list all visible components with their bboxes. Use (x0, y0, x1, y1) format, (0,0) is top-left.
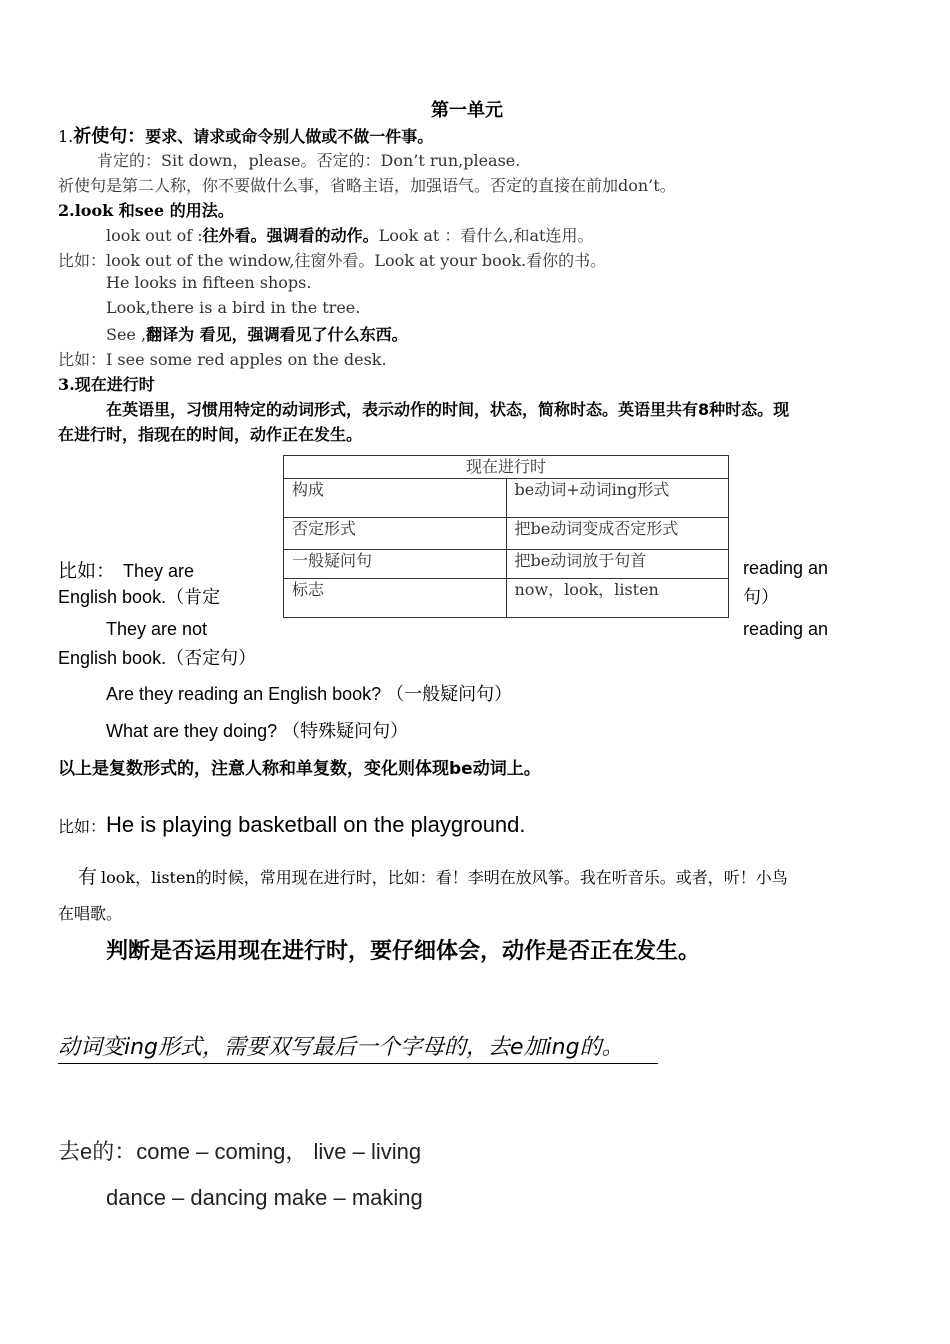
example-1-start (58, 556, 194, 583)
present-continuous-table (283, 455, 729, 618)
example-2-end: reading an (743, 619, 829, 639)
example-he-sentence: He is playing basketball on the playground. (106, 812, 526, 837)
see-term: See , (106, 325, 147, 344)
table-row-value: be动词+动词ing形式 (506, 479, 729, 518)
table-row-value: 把be动词变成否定形式 (506, 518, 729, 550)
page-title: 第一单元 (431, 100, 503, 121)
ing-rule: 动词变ing形式，需要双写最后一个字母的，去e加ing的。 (58, 1033, 658, 1064)
example-1-subject: They are (123, 561, 195, 581)
section-1-heading (58, 122, 433, 148)
example-look-bird: Look,there is a bird in the tree. (106, 298, 361, 317)
example-1-end: reading an (743, 558, 829, 578)
example-he-label: 比如： (58, 817, 107, 836)
look-at-meaning: Look at ：看什么,和at连用。 (378, 226, 594, 245)
see-meaning: 翻译为 看见，强调看见了什么东西。 (146, 325, 408, 344)
look-listen-text-2: 在唱歌。 (58, 904, 123, 923)
section-2-heading: 2.look 和see 的用法。 (58, 201, 234, 220)
look-listen-text: look，listen的时候，常用现在进行时，比如：看！李明在放风筝。我在听音乐。或者，听！小鸟 (101, 868, 788, 887)
look-out-of-term: look out of : (106, 226, 203, 245)
example-2-continuation: English book.（否定句） (58, 648, 257, 668)
section-1-examples: 肯定的：Sit down，please。否定的：Don’t run,please. (97, 151, 521, 170)
section-3-heading: 3.现在进行时 (58, 375, 155, 394)
example-1-tail: 句） (743, 587, 779, 607)
judgement-note: 判断是否运用现在进行时，要仔细体会，动作是否正在发生。 (106, 939, 701, 964)
section-3-paragraph-1: 在英语里，习惯用特定的动词形式，表示动作的时间，状态，简称时态。英语里共有8种时态。现 (106, 400, 790, 419)
example-1-label: 比如： (58, 560, 116, 582)
example-see-apples: 比如：I see some red apples on the desk. (58, 350, 387, 369)
section-1-note: 祈使句是第二人称，你不要做什么事，省略主语，加强语气。否定的直接在前加don’t。 (58, 176, 676, 195)
example-he-playing (58, 812, 526, 838)
drop-e-line-1: 去e的：come – coming， live – living (58, 1139, 422, 1164)
example-4-special-question: What are they doing? （特殊疑问句） (106, 721, 409, 741)
look-listen-note (78, 862, 788, 889)
table-row-label: 标志 (284, 579, 507, 618)
see-definition (106, 322, 408, 345)
look-out-of-meaning: 往外看。强调看的动作。 (202, 226, 379, 245)
section-1-desc: 要求、请求或命令别人做或不做一件事。 (145, 127, 434, 146)
table-row-value: 把be动词放于句首 (506, 550, 729, 579)
plural-note: 以上是复数形式的，注意人称和单复数，变化则体现be动词上。 (58, 759, 541, 779)
table-row-label: 构成 (284, 479, 507, 518)
table-title: 现在进行时 (284, 456, 729, 479)
table-row-value: now，look，listen (506, 579, 729, 618)
example-2-start: They are not (106, 619, 208, 639)
look-listen-lead: 有 (78, 866, 98, 888)
example-3-question: Are they reading an English book? （一般疑问句） (106, 684, 513, 704)
table-row-label: 否定形式 (284, 518, 507, 550)
example-looks-in: He looks in fifteen shops. (106, 273, 312, 292)
example-look-out: 比如：look out of the window,往窗外看。Look at your book.看你的书。 (58, 251, 607, 270)
drop-e-line-2: dance – dancing make – making (106, 1185, 423, 1210)
section-2-line-1 (106, 223, 593, 246)
section-1-title: 祈使句： (73, 126, 146, 147)
example-1-continuation: English book.（肯定 (58, 587, 221, 607)
section-3-paragraph-2: 在进行时，指现在的时间，动作正在发生。 (58, 425, 363, 444)
table-row-label: 一般疑问句 (284, 550, 507, 579)
section-1-number: 1. (58, 127, 74, 146)
